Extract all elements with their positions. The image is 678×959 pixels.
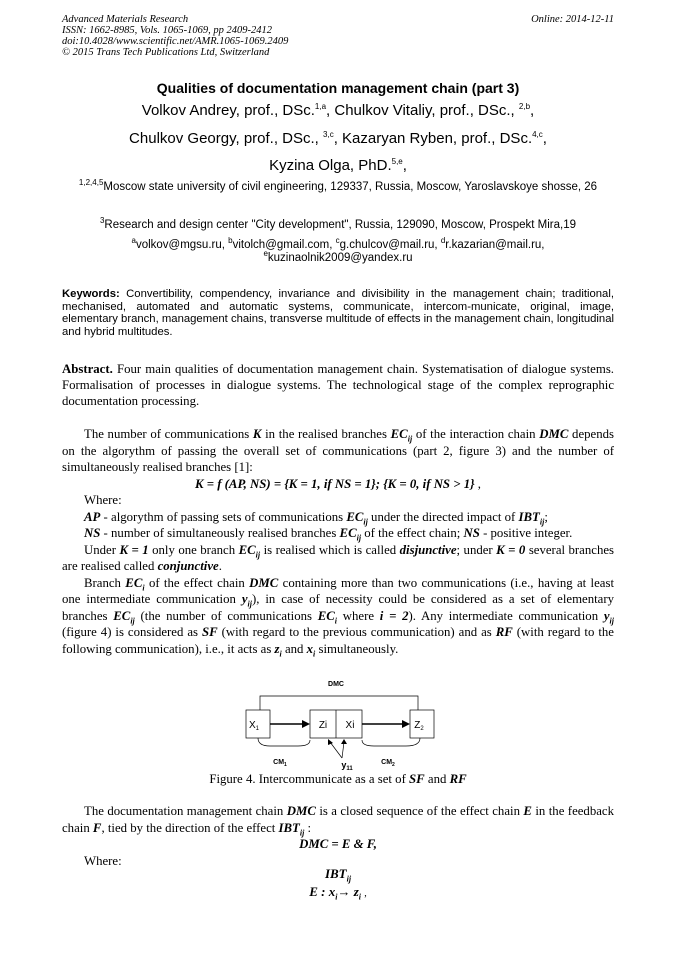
equation-e: E : $x_i\to z_i$ , [309, 884, 367, 902]
cm1-label: $CM_1$ [273, 759, 287, 768]
author-line-2: Chulkov Georgy, prof., DSc., $^{3,c}$, Kazaryan Ryben, prof., DSc.$^{4,c}$, [129, 130, 547, 147]
equation-dmc: DMC = E & F, [299, 837, 377, 851]
author-line-1: Volkov Andrey, prof., DSc.$^{1,a}$, Chulkov Vitaliy, prof., DSc., $^{2,b}$, [141, 102, 535, 119]
affiliation-1: $^{1,2,4,5}$Moscow state university of civil engineering, 129337, Russia, Moscow, Yaroslavskoye shosse, 26 [78, 178, 598, 193]
def-ns: NS - number of simultaneously realised branches $EC_{ij}$ of the effect chain; NS - positive integer. [84, 526, 573, 543]
journal-header [62, 14, 288, 58]
body-text-2 [62, 803, 614, 869]
email-text: vitolch@gmail.com, [232, 239, 336, 251]
x1-label: $X_1$ [248, 720, 260, 732]
zi-label: Zi [318, 720, 328, 731]
paragraph: Under K = 1 only one branch $EC_{ij}$ is realised which is called disjunctive; under K = 0 several branches are realised called conjunctive. [62, 542, 615, 573]
equation-ibt: $IBT_{ij}$ [324, 866, 352, 884]
figure-4-caption: Figure 4. Intercommunicate as a set of SF and RF [209, 772, 467, 786]
arrowhead-1 [302, 720, 310, 728]
z2-label: $Z_2$ [414, 720, 424, 732]
issn: ISSN: 1662-8985, Vols. 1065-1069, pp 2409-2412 [62, 25, 272, 36]
xi-label: Xi [345, 720, 355, 731]
keywords: Keywords: Convertibility, compendency, invariance and divisibility in the management chain; traditional, mechanised, automated and automatic systems, communicate, intercom-municate, original, image, elementary branch, management chains, transverse multitude of effects in the management chain, longitudinal and hybrid multitudes. [62, 288, 614, 339]
y-arrow-left [330, 742, 342, 758]
def-ap: AP - algorythm of passing sets of communications $EC_{ij}$ under the directed impact of $IBT_{ij}$; [84, 509, 548, 527]
arrowhead-2 [402, 720, 410, 728]
dmc-bracket [260, 696, 418, 710]
equation-k: K = f (AP, NS) = {K = 1, if NS = 1}; {K = 0, if NS > 1} , [194, 476, 482, 491]
body-text [62, 426, 614, 657]
paper-title: Qualities of documentation management chain (part 3) [156, 80, 520, 96]
cm1-brace [258, 738, 310, 746]
email-sup: a [131, 236, 136, 246]
email-sup: b [228, 236, 233, 246]
abstract: Abstract. Four main qualities of documentation management chain. Systematisation of dialogue systems. Formalisation of processes in dialogue systems. The technological stage of the complex reprographic documentation processing. [62, 362, 614, 408]
where-label: Where: [84, 493, 122, 507]
paragraph: The documentation management chain DMC is a closed sequence of the effect chain E in the feedback chain F, tied by the direction of the effect $IBT_{ij}$ : [62, 804, 614, 838]
email-text: g.chulcov@mail.ru, [339, 239, 441, 251]
y-arrowhead-left [328, 739, 333, 745]
y-arrowhead-right [341, 739, 347, 744]
email-sup: d [440, 236, 446, 246]
cm2-label: $CM_2$ [381, 759, 395, 768]
figure-4-diagram [230, 674, 450, 774]
y-arrow-right [342, 742, 344, 758]
email-text: volkov@mgsu.ru, [135, 239, 229, 251]
affiliation-2: $^3$Research and design center "City development", Russia, 129090, Moscow, Prospekt Mira,19 [99, 216, 577, 231]
email-sup: c [335, 236, 340, 246]
email-text: r.kazarian@mail.ru, [445, 239, 545, 251]
where-label-2: Where: [84, 853, 122, 868]
journal-name: Advanced Materials Research [62, 14, 189, 25]
online-date: Online: 2014-12-11 [531, 14, 614, 25]
copyright: © 2015 Trans Tech Publications Ltd, Switzerland [62, 47, 270, 58]
paragraph: Branch $EC_i$ of the effect chain DMC containing more than two communications (i.e., having at least one intermediate communication $y_{ij}$), in case of necessity could be considered as a set of elementary branches $EC_{ij}$ (the number of communications $EC_i$ where i = 2). Any intermediate communication $y_{ij}$ (figure 4) is considered as SF (with regard to the previous communication) and as RF (with regard to the following communication), i.e., it acts as $z_i$ and $x_i$ simultaneously. [62, 575, 615, 659]
dmc-label: DMC [328, 681, 344, 688]
emails: $^a$volkov@mgsu.ru, $^b$vitolch@gmail.com, $^c$g.chulcov@mail.ru, $^d$r.kazarian@mail.ru, $^e$kuzinaolnik2009@yandex.ru [131, 236, 545, 264]
paragraph: The number of communications K in the realised branches $EC_{ij}$ of the interaction chain DMC depends on the algorythm of passing the overall set of communications (part 2, figure 3) and the number of simultaneously realised branches [1]: [62, 427, 614, 474]
cm2-brace [362, 738, 420, 746]
y11-label: $y_{11}$ [341, 760, 353, 772]
author-line-3: Kyzina Olga, PhD.$^{5,e}$, [269, 157, 407, 174]
doi: doi:10.4028/www.scientific.net/AMR.1065-1069.2409 [62, 36, 289, 47]
